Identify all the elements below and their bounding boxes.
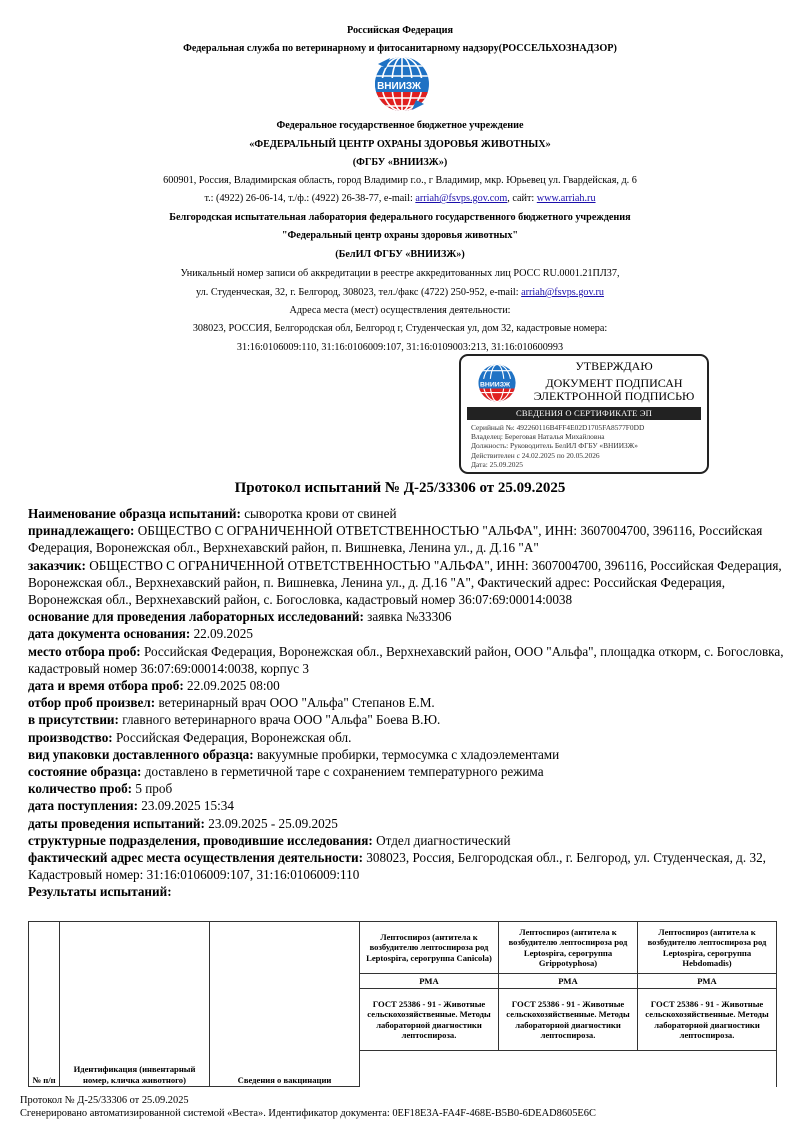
field-sample-condition bbox=[28, 763, 788, 780]
field-label: количество проб: bbox=[28, 781, 133, 797]
field-label: даты проведения испытаний: bbox=[28, 815, 205, 831]
field-label: дата документа основания: bbox=[28, 626, 191, 642]
stamp-approve: УТВЕРЖДАЮ bbox=[575, 359, 653, 373]
field-label: производство: bbox=[28, 729, 113, 745]
country-line: Российская Федерация bbox=[346, 25, 454, 36]
field-label: дата поступления: bbox=[28, 798, 138, 814]
header-test-method: РМА bbox=[360, 974, 499, 989]
header-blank-cell bbox=[360, 1051, 777, 1087]
field-value: Российская Федерация, Воронежская обл. bbox=[112, 729, 352, 745]
stamp-cert-bar: СВЕДЕНИЯ О СЕРТИФИКАТЕ ЭП bbox=[467, 407, 701, 420]
field-label: фактический адрес места осуществления деятельности: bbox=[28, 850, 363, 866]
header-test-name: Лептоспироз (антитела к возбудителю лептоспироза род Leptospira, серогруппа Grippotyphosa) bbox=[499, 922, 638, 974]
field-value: главного ветеринарного врача ООО "Альфа" Боева В.Ю. bbox=[118, 712, 441, 728]
field-label: заказчик: bbox=[28, 557, 86, 573]
field-value: сыворотка крови от свиней bbox=[240, 506, 397, 521]
header-vaccination: Сведения о вакцинации bbox=[210, 922, 360, 1087]
stamp-logo-icon bbox=[471, 362, 519, 404]
field-basis-date bbox=[28, 625, 788, 642]
field-sample-count bbox=[28, 780, 788, 797]
field-value: ветеринарный врач ООО "Альфа" Степанов Е.М. bbox=[155, 695, 435, 711]
org-site-link[interactable]: www.arriah.ru bbox=[536, 193, 596, 204]
header-test-standard: ГОСТ 25386 - 91 - Животные сельскохозяйственные. Методы лабораторной диагностики лептоспироза. bbox=[499, 989, 638, 1051]
contacts-prefix: т.: (4922) 26-06-14, т./ф.: (4922) 26-38-77, e-mail: bbox=[204, 193, 416, 204]
protocol-fields bbox=[28, 505, 788, 901]
field-label: в присутствии: bbox=[28, 712, 119, 728]
field-value: 23.09.2025 - 25.09.2025 bbox=[204, 815, 338, 831]
field-label: принадлежащего: bbox=[28, 523, 135, 539]
lab-contacts bbox=[0, 287, 800, 299]
lab-email-link[interactable]: arriah@fsvps.gov.ru bbox=[521, 287, 604, 298]
field-label: состояние образца: bbox=[28, 764, 142, 780]
field-value: 22.09.2025 08:00 bbox=[183, 678, 280, 694]
field-value: 22.09.2025 bbox=[190, 626, 253, 642]
field-sample-name bbox=[28, 505, 788, 522]
field-departments bbox=[28, 832, 788, 849]
org-short: (ФГБУ «ВНИИЗЖ») bbox=[352, 157, 448, 168]
field-packaging bbox=[28, 746, 788, 763]
field-value: ОБЩЕСТВО С ОГРАНИЧЕННОЙ ОТВЕТСТВЕННОСТЬЮ "АЛЬФА", ИНН: 3607004700, 396116, Российская Федерация, Воронежская обл., Верхнехавский район, п. Вишневка, Ленина ул., д. Д.16 "А" bbox=[28, 523, 763, 556]
stamp-position: Должность: Руководитель БелИЛ ФГБУ «ВНИИЗЖ» bbox=[471, 441, 638, 451]
lab-name: Белгородская испытательная лаборатория федерального государственного бюджетного учреждения bbox=[169, 212, 631, 223]
cadastral-numbers: 31:16:0106009:110, 31:16:0106009:107, 31:16:0109003:213, 31:16:010600993 bbox=[236, 342, 564, 353]
field-label: дата и время отбора проб: bbox=[28, 678, 184, 694]
footer-protocol-ref: Протокол № Д-25/33306 от 25.09.2025 bbox=[20, 1095, 189, 1106]
header-test-method: РМА bbox=[638, 974, 777, 989]
header-test-name: Лептоспироз (антитела к возбудителю лептоспироза род Leptospira, серогруппа Canicola) bbox=[360, 922, 499, 974]
activity-address: 308023, РОССИЯ, Белгородская обл, Белгород г, Студенческая ул, дом 32, кадастровые номера: bbox=[192, 323, 608, 334]
contacts-mid: , сайт: bbox=[507, 193, 537, 204]
field-label: вид упаковки доставленного образца: bbox=[28, 746, 254, 762]
header-identification: Идентификация (инвентарный номер, кличка животного) bbox=[60, 922, 210, 1087]
field-actual-address bbox=[28, 849, 788, 883]
field-receipt-date bbox=[28, 797, 788, 814]
field-label: структурные подразделения, проводившие исследования: bbox=[28, 832, 373, 848]
field-label: место отбора проб: bbox=[28, 643, 141, 659]
lab-short: (БелИЛ ФГБУ «ВНИИЗЖ») bbox=[335, 249, 465, 260]
field-value: заявка №33306 bbox=[363, 609, 452, 625]
stamp-valid: Действителен с 24.02.2025 по 20.05.2026 bbox=[471, 450, 600, 460]
activity-label: Адреса места (мест) осуществления деятельности: bbox=[289, 305, 511, 316]
field-sampled-by bbox=[28, 694, 788, 711]
field-label: отбор проб произвел: bbox=[28, 695, 156, 711]
results-table bbox=[28, 921, 777, 1087]
service-line: Федеральная служба по ветеринарному и фитосанитарному надзору(РОССЕЛЬХОЗНАДЗОР) bbox=[183, 43, 617, 54]
org-email-link[interactable]: arriah@fsvps.gov.com bbox=[415, 193, 508, 204]
field-in-presence bbox=[28, 711, 788, 728]
header-num: № п/п bbox=[29, 922, 60, 1087]
stamp-serial: Серийный №: 492260116B4FF4E02D1705FA8577F0DD bbox=[471, 423, 645, 432]
org-name: «ФЕДЕРАЛЬНЫЙ ЦЕНТР ОХРАНЫ ЗДОРОВЬЯ ЖИВОТНЫХ» bbox=[249, 139, 551, 150]
field-value: доставлено в герметичной таре с сохранением температурного режима bbox=[141, 764, 544, 780]
table-header-row-tests bbox=[29, 922, 777, 974]
field-test-dates bbox=[28, 815, 788, 832]
field-value: 5 проб bbox=[132, 781, 173, 797]
stamp-owner: Владелец: Береговая Наталья Михайловна bbox=[471, 432, 605, 442]
org-contacts bbox=[0, 193, 800, 205]
accreditation: Уникальный номер записи об аккредитации в реестре аккредитованных лиц РОСС RU.0001.21ПЛ37, bbox=[180, 268, 620, 279]
field-basis bbox=[28, 608, 788, 625]
header-test-standard: ГОСТ 25386 - 91 - Животные сельскохозяйственные. Методы лабораторной диагностики лептоспироза. bbox=[360, 989, 499, 1051]
field-label: Наименование образца испытаний: bbox=[28, 506, 241, 521]
header-test-standard: ГОСТ 25386 - 91 - Животные сельскохозяйственные. Методы лабораторной диагностики лептоспироза. bbox=[638, 989, 777, 1051]
stamp-signed-2: ЭЛЕКТРОННОЙ ПОДПИСЬЮ bbox=[533, 389, 695, 403]
field-production bbox=[28, 729, 788, 746]
lab-address-prefix: ул. Студенческая, 32, г. Белгород, 308023, тел./факс (4722) 250-952, e-mail: bbox=[196, 287, 522, 298]
stamp-signed-1: ДОКУМЕНТ ПОДПИСАН bbox=[545, 376, 683, 390]
field-sampling-place bbox=[28, 643, 788, 677]
footer-generated: Сгенерировано автоматизированной системой «Веста». Идентификатор документа: 0EF18E3A-FA4F-468E-B5B0-6DEAD8605E6C bbox=[20, 1108, 596, 1119]
lab-center: "Федеральный центр охраны здоровья животных" bbox=[281, 230, 519, 241]
stamp-date: Дата: 25.09.2025 bbox=[471, 459, 523, 469]
field-customer bbox=[28, 557, 788, 609]
header-test-method: РМА bbox=[499, 974, 638, 989]
field-value: Российская Федерация, Воронежская обл., Верхнехавский район, ООО "Альфа", площадка откорм, с. Богословка, кадастровый номер 36:07:69:00014:0038, корпус 3 bbox=[28, 643, 784, 676]
field-value: вакуумные пробирки, термосумка с хладоэлементами bbox=[253, 746, 560, 762]
results-heading bbox=[28, 883, 788, 900]
field-owner bbox=[28, 522, 788, 556]
field-sampling-datetime bbox=[28, 677, 788, 694]
e-signature-stamp bbox=[459, 354, 709, 474]
field-value: 308023, Россия, Белгородская обл., г. Белгород, ул. Студенческая, д. 32, Кадастровый номер: 31:16:0106009:107, 31:16:0106009:110 bbox=[28, 850, 766, 883]
field-value: ОБЩЕСТВО С ОГРАНИЧЕННОЙ ОТВЕТСТВЕННОСТЬЮ "АЛЬФА", ИНН: 3607004700, 396116, Российская Федерация, Воронежская обл., Верхнехавский район, п. Вишневка, Ленина ул., д. Д.16 "А", Фактический адрес: Российская Федерация, Воронежская обл., Верхнехавский район, с. Богословка, кадастровый номер 36:07:69:00014:0038 bbox=[28, 557, 782, 608]
stamp-details bbox=[471, 423, 644, 469]
field-label: основание для проведения лабораторных исследований: bbox=[28, 609, 364, 625]
field-label: Результаты испытаний: bbox=[28, 884, 172, 900]
stamp-logo-text: ВНИИЗЖ bbox=[479, 381, 511, 389]
org-address: 600901, Россия, Владимирская область, город Владимир г.о., г Владимир, мкр. Юрьевец ул. Гвардейская, д. 6 bbox=[163, 175, 637, 186]
field-value: Отдел диагностический bbox=[372, 832, 511, 848]
field-value: 23.09.2025 15:34 bbox=[137, 798, 234, 814]
header-test-name: Лептоспироз (антитела к возбудителю лептоспироза род Leptospira, серогруппа Hebdomadis) bbox=[638, 922, 777, 974]
org-type: Федеральное государственное бюджетное учреждение bbox=[276, 120, 524, 131]
protocol-title: Протокол испытаний № Д-25/33306 от 25.09.2025 bbox=[234, 480, 566, 496]
vniizh-logo-icon bbox=[364, 54, 434, 114]
logo-text: ВНИИЗЖ bbox=[377, 81, 421, 92]
